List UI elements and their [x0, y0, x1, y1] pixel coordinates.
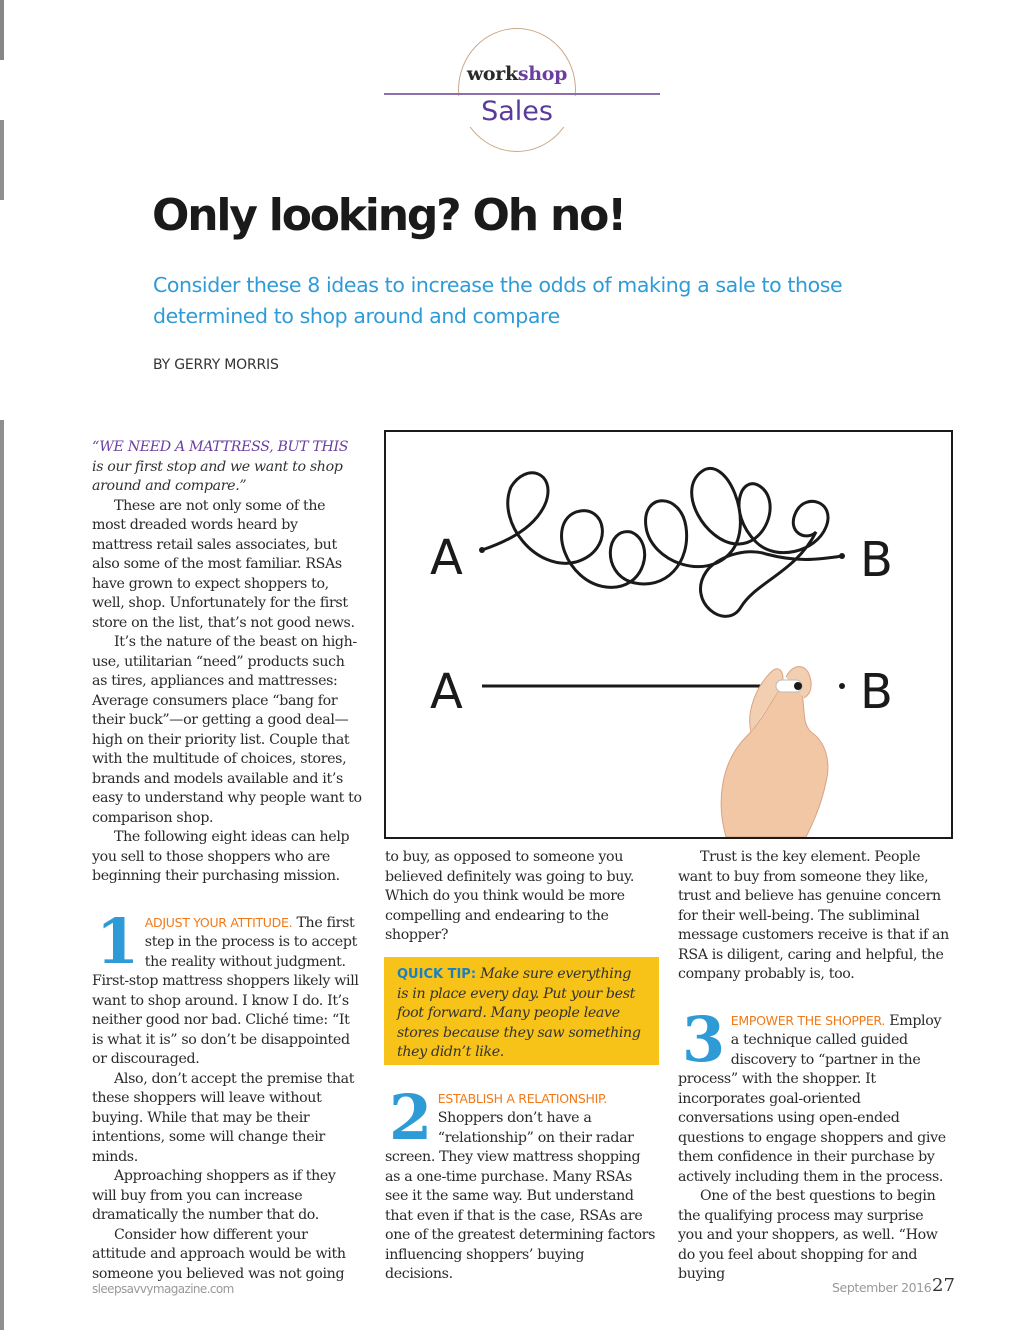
col1-paragraph-6: Consider how different your attitude and approach would be with someone you believed was not going: [92, 1226, 346, 1282]
workshop-label-a: work: [466, 63, 518, 85]
intro-rest: is our first stop and we want to shop around and compare.”: [92, 458, 343, 494]
section-3: [678, 1002, 952, 1188]
a-to-b-illustration: [384, 430, 953, 839]
section-2-text: Shoppers don’t have a “relationship” on their radar screen. They view mattress shopping as a one-time purchase. Many RSAs see it the same way. But understand that even if that is the case, RSAs are one of the greatest determining factors influencing shoppers’ buying decisions.: [385, 1110, 656, 1282]
tangled-path: [482, 468, 842, 616]
workshop-badge-rule: [384, 93, 660, 95]
bottom-end-letter: B: [860, 664, 893, 720]
quick-tip-box: [384, 957, 659, 1065]
text-column-1: [92, 438, 362, 1284]
intro-caps: “WE NEED A MATTRESS, BUT THIS: [92, 439, 349, 455]
workshop-label-b: shop: [517, 63, 568, 85]
section-1: [92, 904, 362, 1070]
col1-paragraph-2: It’s the nature of the beast on high-use, utilitarian “need” products such as tires, appliances and mattresses: Average consumers place “bang for their buck”—or getting a good deal—high on their priority list. Couple that with the multitude of choices, stores, brands and models available and it’s easy to understand why people want to comparison shop.: [92, 634, 362, 826]
top-end-letter: B: [860, 532, 893, 588]
footer-date: September 2016: [832, 1280, 932, 1295]
article-byline: BY GERRY MORRIS: [153, 357, 279, 373]
section-2-heading: ESTABLISH A RELATIONSHIP.: [437, 1090, 607, 1106]
text-column-3: [678, 848, 952, 1285]
workshop-label: [458, 63, 576, 85]
section-2: [385, 1080, 656, 1285]
col1-paragraph-4: Also, don’t accept the premise that these shoppers will leave without buying. While that may be their intentions, some will change their minds.: [92, 1070, 355, 1165]
text-column-2: [385, 848, 655, 1285]
section-3-number: 3: [682, 1002, 725, 1076]
article-headline: Only looking? Oh no!: [152, 190, 626, 241]
quick-tip-text: Make sure everything is in place every day. Put your best foot forward. Many people leave stores because they saw something they didn’t like.: [397, 966, 641, 1061]
col2-paragraph-1: to buy, as opposed to someone you believed definitely was going to buy. Which do you think would be more compelling and endearing to the shopper?: [385, 849, 634, 943]
section-1-text: The first step in the process is to accept the reality without judgment. First-stop mattress shoppers likely will want to shop around. I know I do. It’s neither good nor bad. Cliché time: “It is what it is” so don’t be disappointed or discouraged.: [92, 914, 359, 1067]
col1-paragraph-3: The following eight ideas can help you sell to those shoppers who are beginning their purchasing mission.: [92, 829, 350, 884]
intro-quote: [92, 438, 362, 497]
section-3-heading: EMPOWER THE SHOPPER.: [730, 1012, 886, 1028]
col3-paragraph-2: One of the best questions to begin the qualifying process may surprise you and your shoppers, as well. “How do you feel about shopping for and buying: [678, 1188, 938, 1282]
section-2-number: 2: [389, 1080, 432, 1154]
page-binding-edge: [0, 0, 4, 1330]
col3-paragraph-1: Trust is the key element. People want to buy from someone they like, trust and believe has genuine concern for their well-being. The subliminal message customers receive is that if an RSA is diligent, caring and helpful, the company probably is, too.: [678, 849, 949, 982]
top-start-letter: A: [430, 530, 463, 586]
quick-tip-label: QUICK TIP:: [397, 967, 477, 982]
workshop-badge-circle: [458, 28, 576, 152]
article-deck: Consider these 8 ideas to increase the odds of making a sale to those determined to shop around and compare: [153, 273, 843, 328]
bottom-end-dot: [839, 683, 845, 689]
section-1-heading: ADJUST YOUR ATTITUDE.: [144, 914, 293, 930]
col1-paragraph-5: Approaching shoppers as if they will buy from you can increase dramatically the number that do.: [92, 1168, 336, 1223]
col1-paragraph-1: These are not only some of the most dreaded words heard by mattress retail sales associates, but also some of the most familiar. RSAs have grown to expect shoppers to, well, shop. Unfortunately for the first store on the list, that’s not good news.: [92, 497, 355, 631]
bottom-start-letter: A: [430, 664, 463, 720]
section-1-number: 1: [96, 904, 139, 978]
section-3-text: Employ a technique called guided discovery to “partner in the process” with the shopper. It incorporates goal-oriented conversations using open-ended questions to engage shoppers and give them confidence in their purchase by actively including them in the process.: [678, 1012, 946, 1185]
page-number: 27: [932, 1275, 955, 1296]
section-label: Sales: [458, 96, 576, 127]
a-to-b-drawing: [386, 432, 951, 837]
footer-site: sleepsavvymagazine.com: [92, 1282, 234, 1296]
hand-with-marker: [721, 667, 828, 837]
